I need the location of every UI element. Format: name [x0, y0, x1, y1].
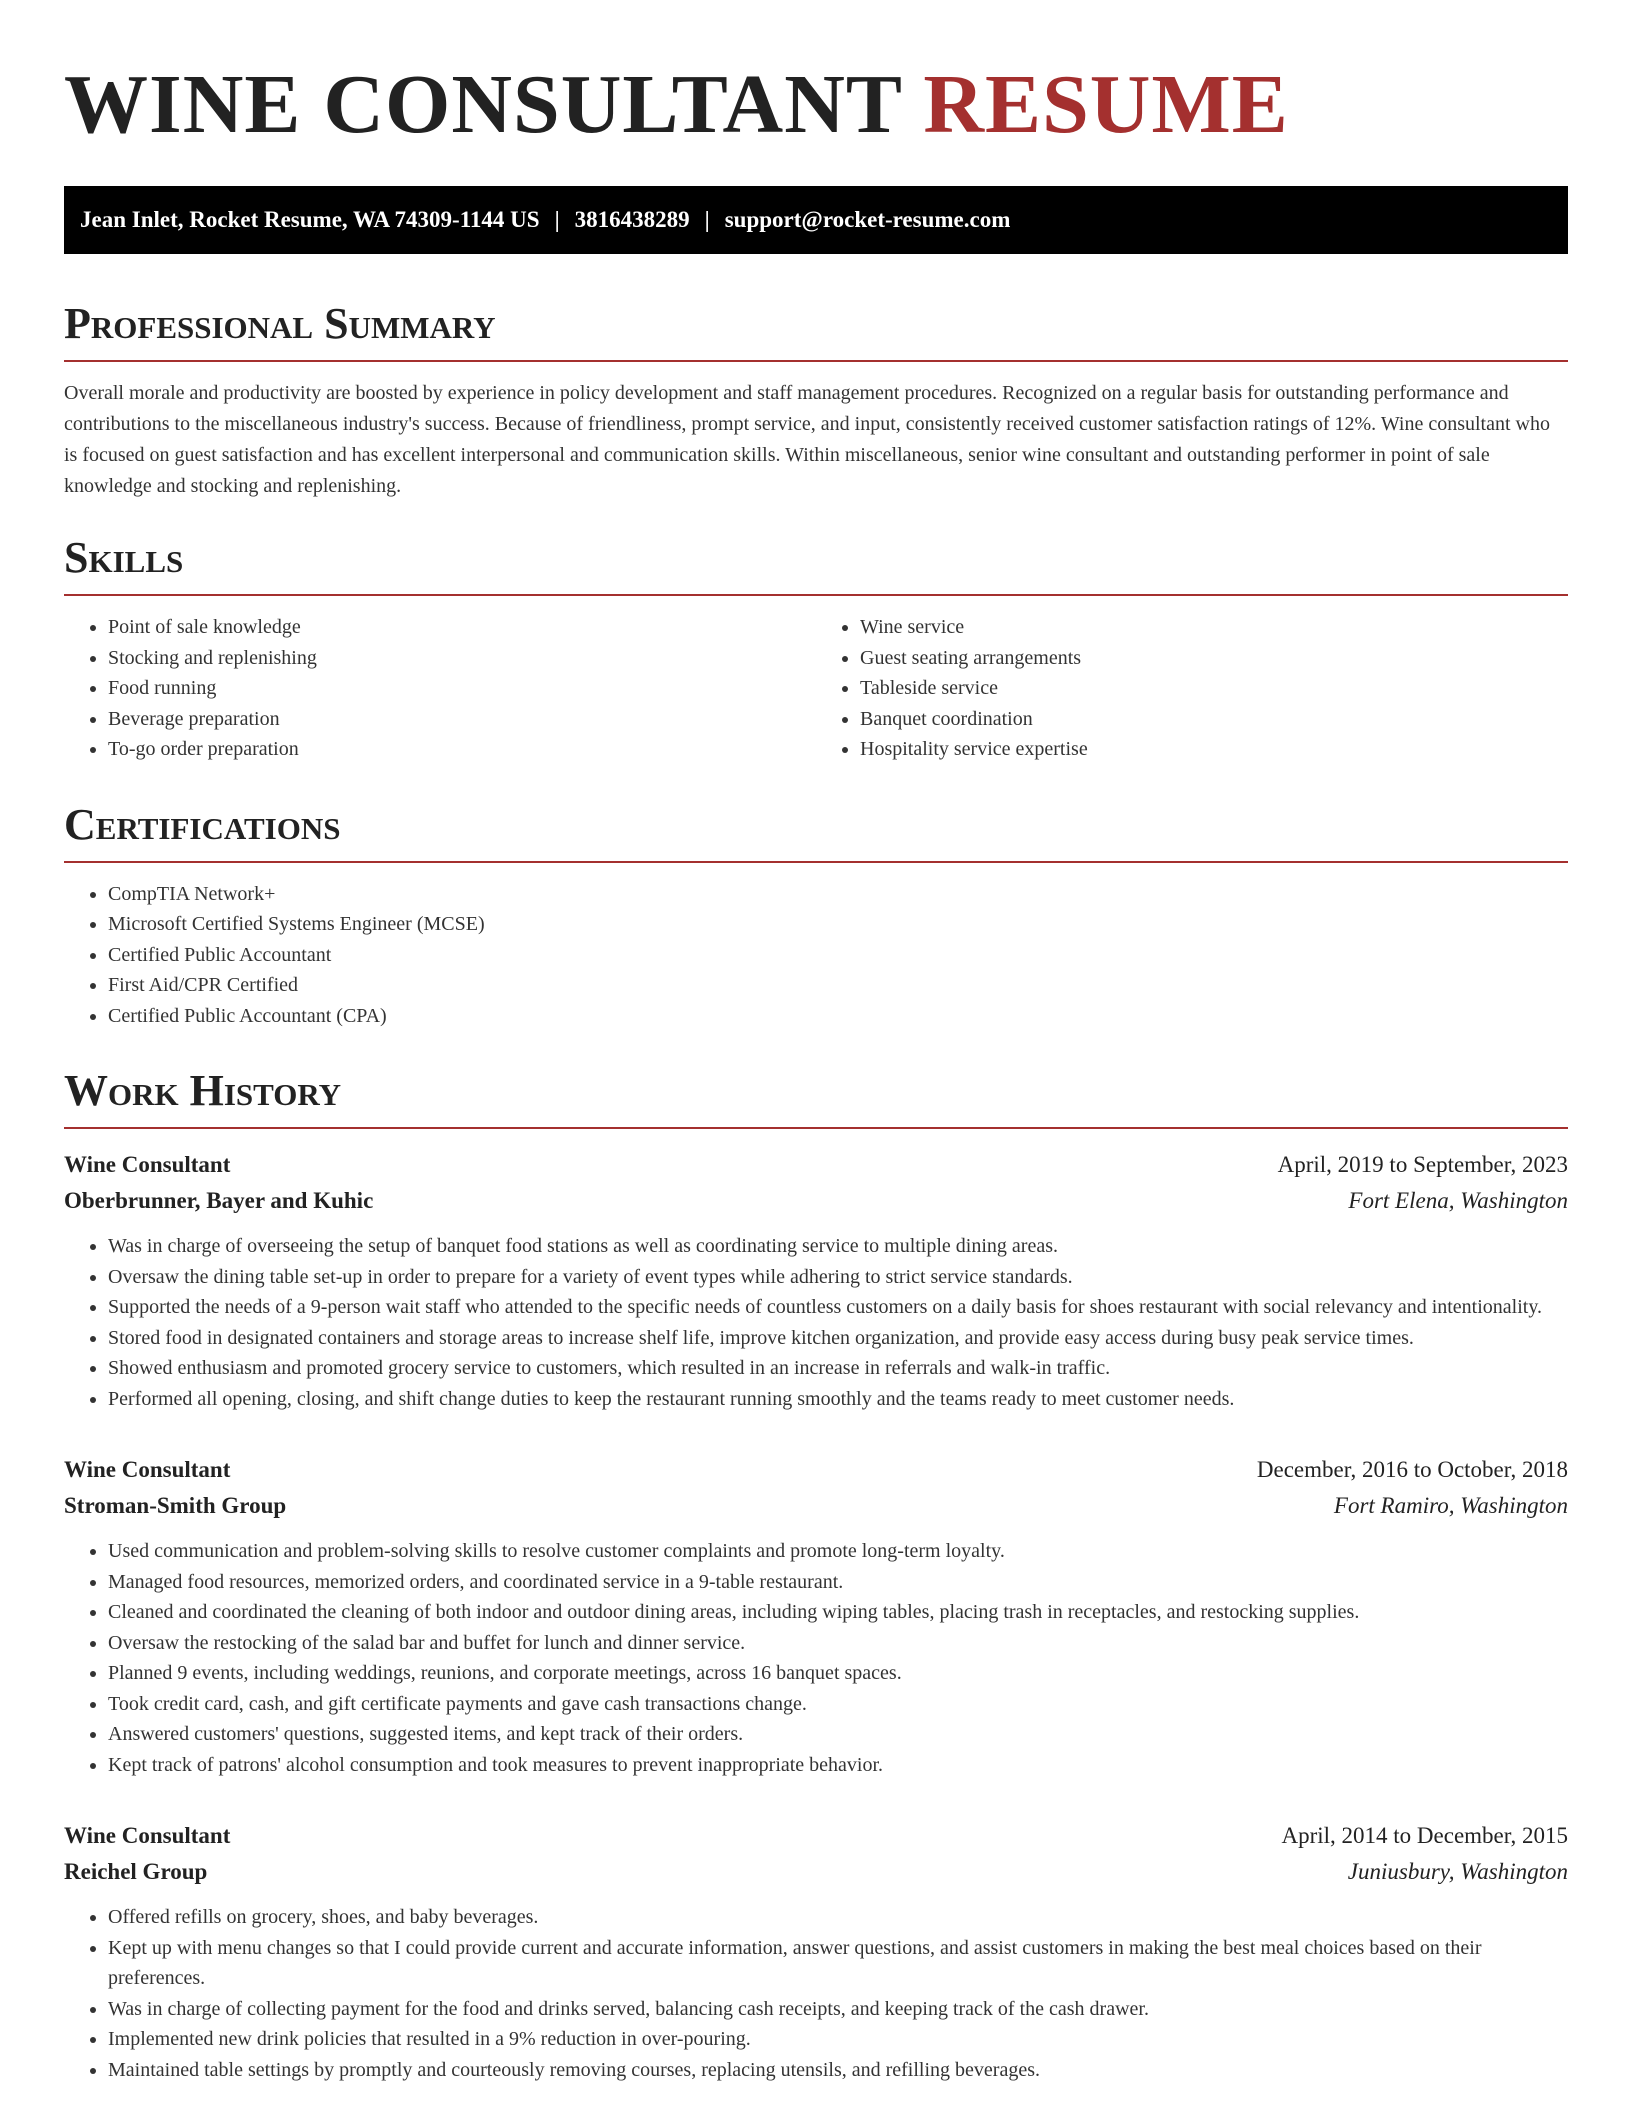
certification-item: • Certified Public Accountant: [108, 940, 1568, 971]
job-company: Oberbrunner, Bayer and Kuhic: [64, 1188, 374, 1213]
job-entry: [64, 1147, 1568, 1414]
title-accent: RESUME: [923, 58, 1289, 151]
job-company: Stroman-Smith Group: [64, 1493, 287, 1518]
certification-item: • First Aid/CPR Certified: [108, 970, 1568, 1001]
job-bullet: • Cleaned and coordinated the cleaning of both indoor and outdoor dining areas, including wiping tables, placing trash in receptacles, and restocking supplies.: [108, 1597, 1568, 1628]
job-bullet: • Maintained table settings by promptly and courteously removing courses, replacing utensils, and refilling beverages.: [108, 2055, 1568, 2086]
skill-item: • Hospitality service expertise: [860, 734, 1568, 765]
job-bullet: • Kept track of patrons' alcohol consumption and took measures to prevent inappropriate behavior.: [108, 1750, 1568, 1781]
job-dates: December, 2016 to October, 2018: [1256, 1457, 1568, 1482]
summary-text: Overall morale and productivity are boosted by experience in policy development and staff management procedures. Recognized on a regular basis for outstanding performance and contributions to the miscellaneous industry's success. Because of friendliness, prompt service, and input, consistently received customer satisfaction ratings of 12%. Wine consultant who is focused on guest satisfaction and has excellent interpersonal and communication skills. Within miscellaneous, senior wine consultant and outstanding performer in point of sale knowledge and stocking and replenishing.: [64, 382, 1550, 497]
skill-item: • Tableside service: [860, 673, 1568, 704]
job-bullet: • Supported the needs of a 9-person wait staff who attended to the specific needs of countless customers on a daily basis for shoes restaurant with social relevancy and intentionality.: [108, 1292, 1568, 1323]
job-bullet: • Showed enthusiasm and promoted grocery service to customers, which resulted in an increase in referrals and walk-in traffic.: [108, 1353, 1568, 1384]
job-location: Juniusbury, Washington: [1347, 1859, 1568, 1884]
work-history-section: [64, 1065, 1568, 2085]
job-title-row: [64, 1818, 1568, 1854]
job-bullet: • Oversaw the restocking of the salad bar and buffet for lunch and dinner service.: [108, 1628, 1568, 1659]
job-bullet: • Used communication and problem-solving skills to resolve customer complaints and promote long-term loyalty.: [108, 1536, 1568, 1567]
resume-title: [64, 58, 1568, 152]
job-entry: [64, 1818, 1568, 2085]
skill-item: • Food running: [108, 673, 816, 704]
job-title: Wine Consultant: [64, 1823, 231, 1848]
job-bullet: • Oversaw the dining table set-up in order to prepare for a variety of event types while adhering to strict service standards.: [108, 1262, 1568, 1293]
job-bullet: • Planned 9 events, including weddings, reunions, and corporate meetings, across 16 banquet spaces.: [108, 1658, 1568, 1689]
job-title-row: [64, 1147, 1568, 1183]
section-heading-certifications: Certifications: [64, 799, 1568, 863]
job-bullets: [64, 1231, 1568, 1414]
certifications-list: [64, 879, 1568, 1032]
skill-item: • Guest seating arrangements: [860, 643, 1568, 674]
section-heading-skills: Skills: [64, 532, 1568, 596]
job-company: Reichel Group: [64, 1859, 208, 1884]
job-bullet: • Offered refills on grocery, shoes, and baby beverages.: [108, 1902, 1568, 1933]
job-title: Wine Consultant: [64, 1457, 231, 1482]
job-company-row: [64, 1854, 1568, 1890]
job-title-row: [64, 1452, 1568, 1488]
job-bullet: • Performed all opening, closing, and shift change duties to keep the restaurant running smoothly and the teams ready to meet customer needs.: [108, 1384, 1568, 1415]
certification-item: • Certified Public Accountant (CPA): [108, 1001, 1568, 1032]
skill-item: • Wine service: [860, 612, 1568, 643]
job-location: Fort Elena, Washington: [1348, 1188, 1568, 1213]
title-main: WINE CONSULTANT: [64, 58, 902, 151]
skill-item: • Point of sale knowledge: [108, 612, 816, 643]
contact-address: Jean Inlet, Rocket Resume, WA 74309-1144 US: [80, 207, 540, 232]
job-bullets: [64, 1902, 1568, 2085]
skill-item: • Beverage preparation: [108, 704, 816, 735]
job-dates: April, 2019 to September, 2023: [1277, 1152, 1568, 1177]
job-bullet: • Was in charge of collecting payment for the food and drinks served, balancing cash receipts, and keeping track of the cash drawer.: [108, 1994, 1568, 2025]
job-bullet: • Was in charge of overseeing the setup of banquet food stations as well as coordinating service to multiple dining areas.: [108, 1231, 1568, 1262]
summary-section: [64, 298, 1568, 502]
skills-grid: [64, 596, 1568, 765]
skill-item: • To-go order preparation: [108, 734, 816, 765]
contact-email: support@rocket-resume.com: [724, 207, 1011, 232]
job-bullet: • Took credit card, cash, and gift certificate payments and gave cash transactions change.: [108, 1689, 1568, 1720]
job-bullet: • Kept up with menu changes so that I could provide current and accurate information, answer questions, and assist customers in making the best meal choices based on their preferences.: [108, 1933, 1568, 1994]
skills-list-left: [64, 612, 816, 765]
contact-bar: [64, 186, 1568, 254]
skills-list-right: [816, 612, 1568, 765]
certifications-section: [64, 799, 1568, 1032]
contact-separator: |: [704, 207, 710, 232]
certification-item: • CompTIA Network+: [108, 879, 1568, 910]
certification-item: • Microsoft Certified Systems Engineer (MCSE): [108, 909, 1568, 940]
job-bullet: • Answered customers' questions, suggested items, and kept track of their orders.: [108, 1719, 1568, 1750]
job-bullet: • Stored food in designated containers and storage areas to increase shelf life, improve kitchen organization, and provide easy access during busy peak service times.: [108, 1323, 1568, 1354]
skill-item: • Banquet coordination: [860, 704, 1568, 735]
job-bullet: • Managed food resources, memorized orders, and coordinated service in a 9-table restaurant.: [108, 1567, 1568, 1598]
contact-separator: |: [554, 207, 560, 232]
job-company-row: [64, 1488, 1568, 1524]
skills-section: [64, 532, 1568, 765]
job-title: Wine Consultant: [64, 1152, 231, 1177]
job-bullet: • Implemented new drink policies that resulted in a 9% reduction in over-pouring.: [108, 2024, 1568, 2055]
contact-phone: 3816438289: [574, 207, 690, 232]
section-heading-work-history: Work History: [64, 1065, 1568, 1129]
job-location: Fort Ramiro, Washington: [1333, 1493, 1568, 1518]
job-entry: [64, 1452, 1568, 1780]
job-dates: April, 2014 to December, 2015: [1281, 1823, 1568, 1848]
job-company-row: [64, 1183, 1568, 1219]
skill-item: • Stocking and replenishing: [108, 643, 816, 674]
job-bullets: [64, 1536, 1568, 1780]
section-heading-summary: Professional Summary: [64, 298, 1568, 362]
